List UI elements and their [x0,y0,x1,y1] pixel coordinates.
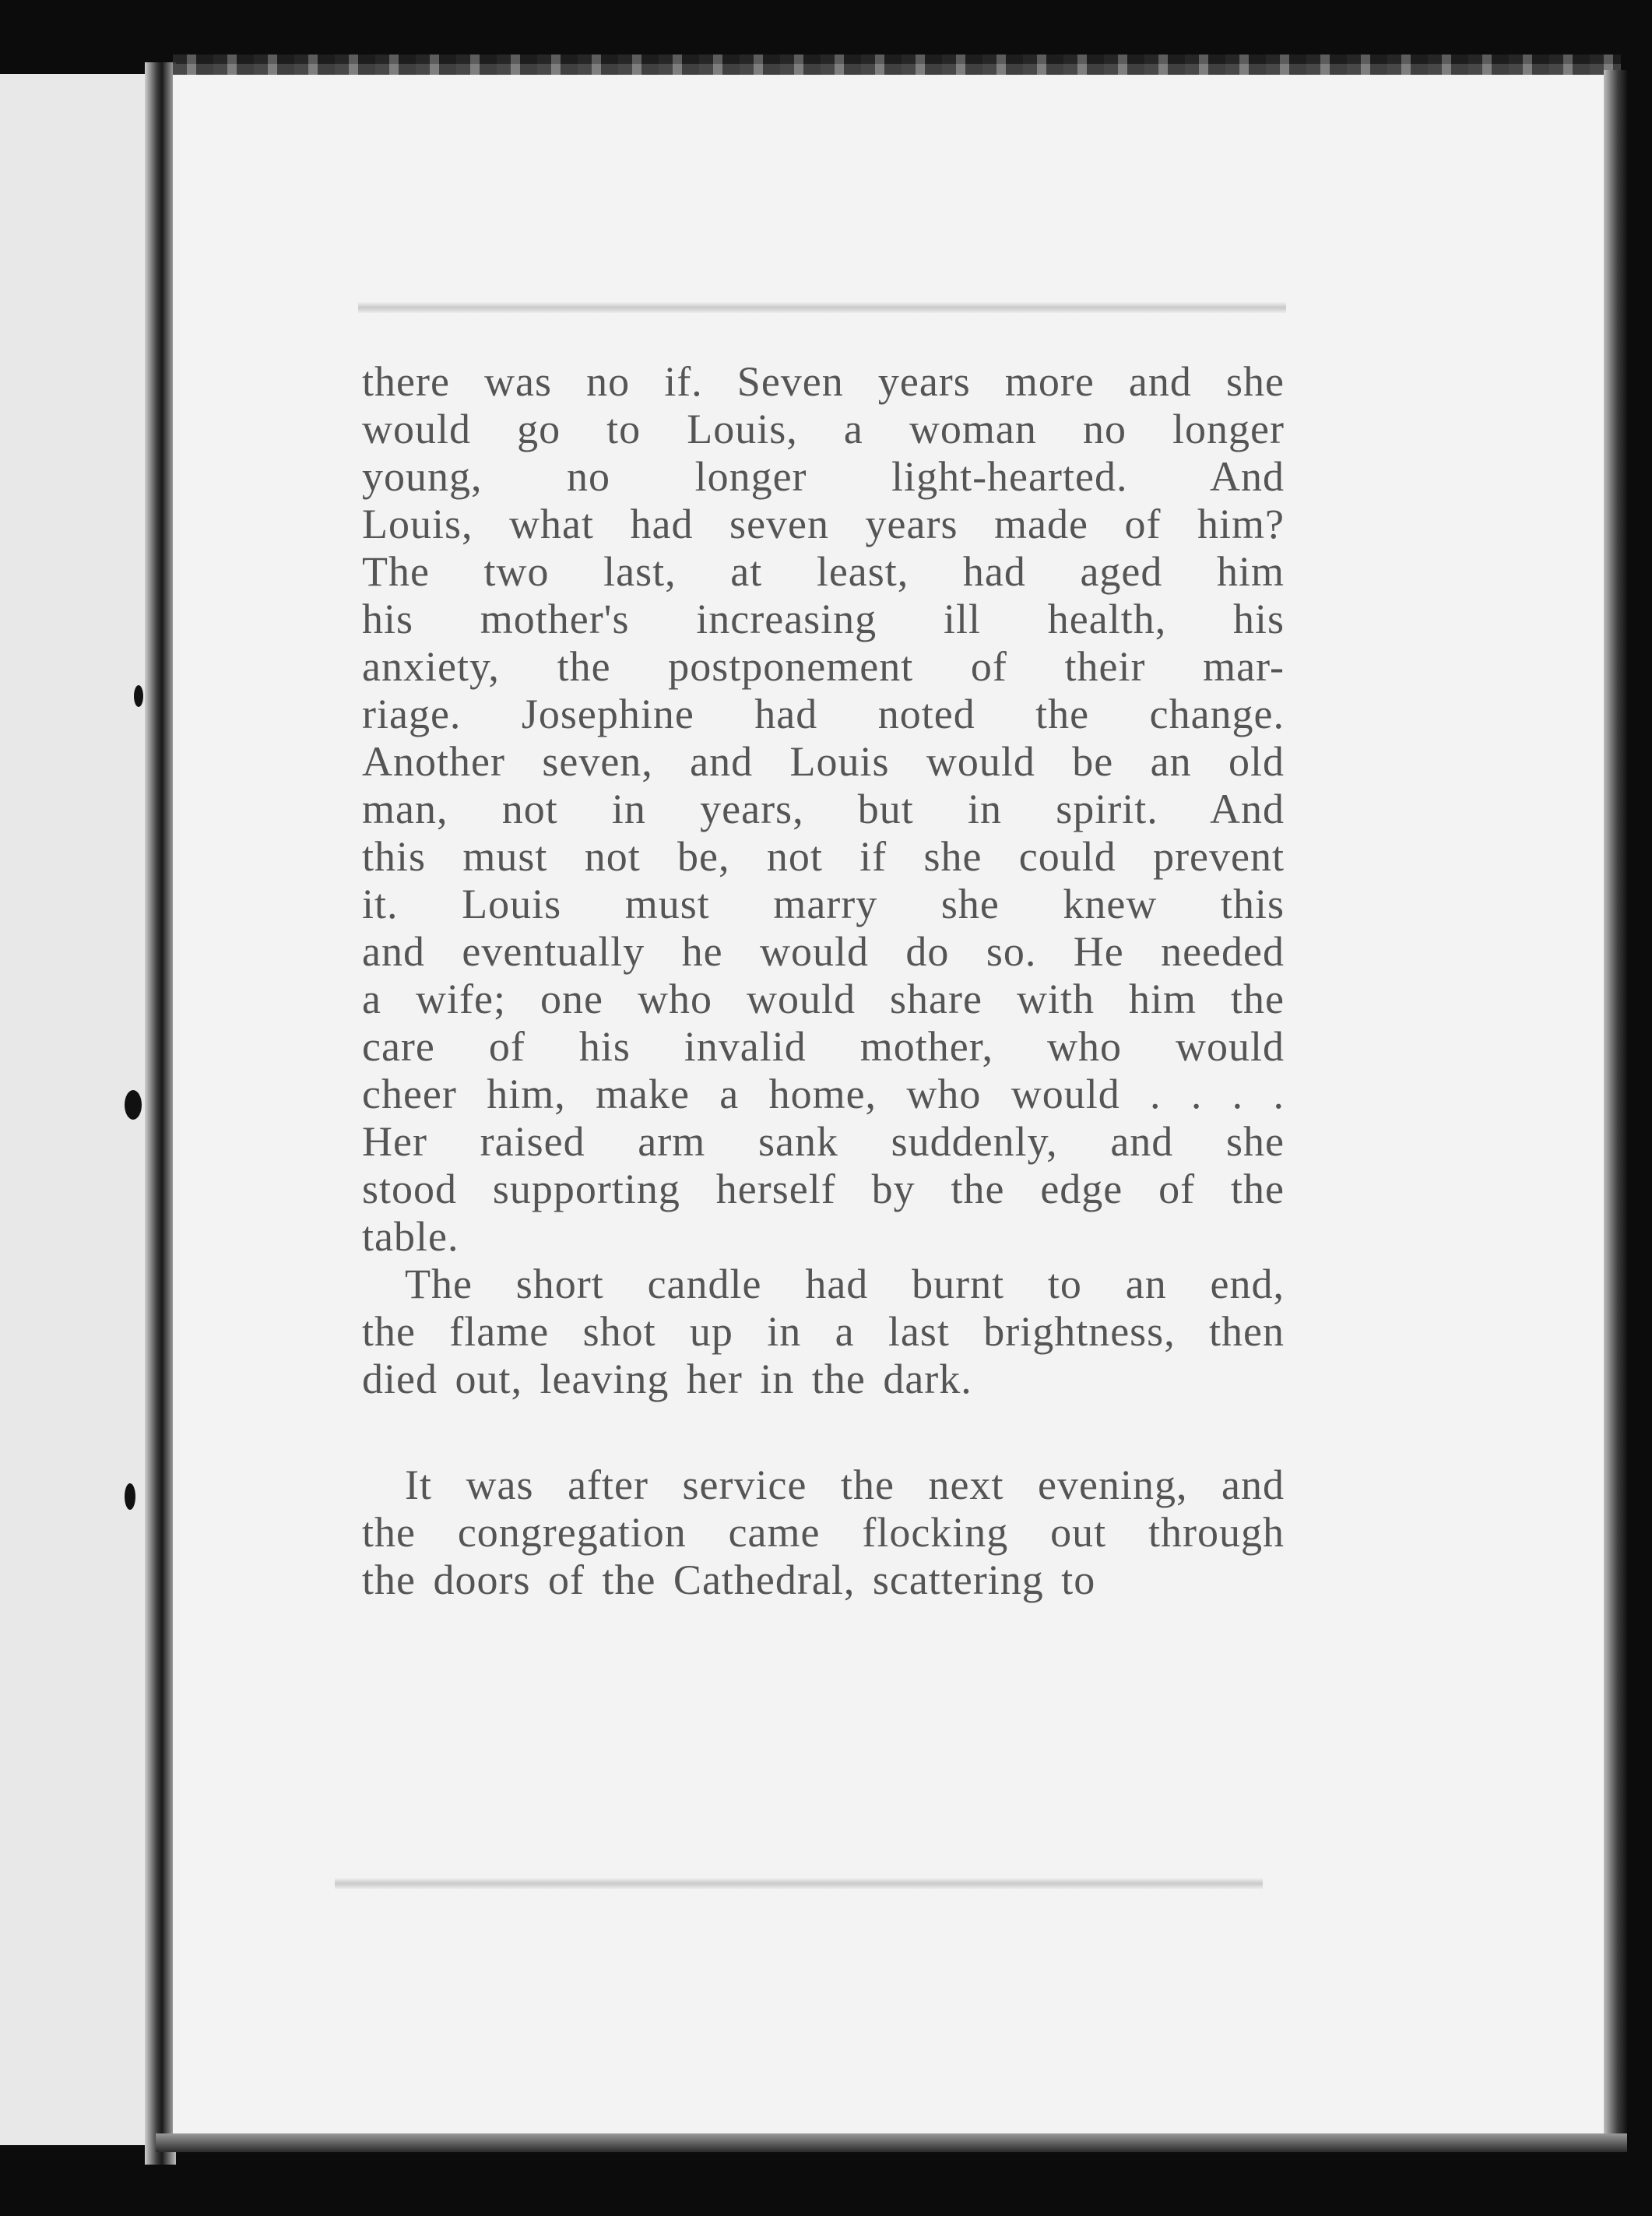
footer-rule [335,1878,1263,1889]
page-bottom-edge [156,2133,1627,2152]
page-top-edge [173,55,1621,75]
section-break [362,1403,1285,1462]
text-line: anxiety, the postponement of their mar- [362,643,1285,690]
text-line: the doors of the Cathedral, scattering to [362,1556,1096,1603]
text-line: It was after service the next evening, and [405,1462,1285,1508]
binding-hole-bottom [125,1483,135,1510]
text-line: Louis, what had seven years made of him? [362,501,1285,547]
text-line: young, no longer light-hearted. And [362,453,1285,500]
text-line: man, not in years, but in spirit. And [362,786,1285,832]
text-line: stood supporting herself by the edge of the [362,1166,1285,1212]
text-line: would go to Louis, a woman no longer [362,406,1285,452]
paragraph [362,1261,1285,1403]
text-line: the flame shot up in a last brightness, then [362,1308,1285,1355]
text-line: Another seven, and Louis would be an old [362,738,1285,785]
text-line: cheer him, make a home, who would . . . . [362,1071,1285,1117]
text-line: it. Louis must marry she knew this [362,881,1285,927]
binding-hole-top [134,685,143,707]
book-gutter [145,62,176,2165]
text-line: The two last, at least, had aged him [362,548,1285,595]
text-line: riage. Josephine had noted the change. [362,691,1285,737]
text-line: and eventually he would do so. He needed [362,928,1285,975]
paragraph [362,358,1285,1261]
header-rule [358,302,1286,313]
text-line: table. [362,1213,459,1260]
text-line: his mother's increasing ill health, his [362,596,1285,642]
text-line: a wife; one who would share with him the [362,976,1285,1022]
page-right-edge [1604,70,1627,2145]
paragraph [362,1462,1285,1604]
text-line: care of his invalid mother, who would [362,1023,1285,1070]
text-line: died out, leaving her in the dark. [362,1356,972,1402]
binding-hole-middle [125,1090,142,1120]
text-line: there was no if. Seven years more and she [362,358,1285,405]
text-line: the congregation came flocking out through [362,1509,1285,1556]
text-line: this must not be, not if she could prevent [362,833,1285,880]
text-line: Her raised arm sank suddenly, and she [362,1118,1285,1165]
text-line: The short candle had burnt to an end, [405,1261,1285,1307]
body-text [362,358,1285,1604]
